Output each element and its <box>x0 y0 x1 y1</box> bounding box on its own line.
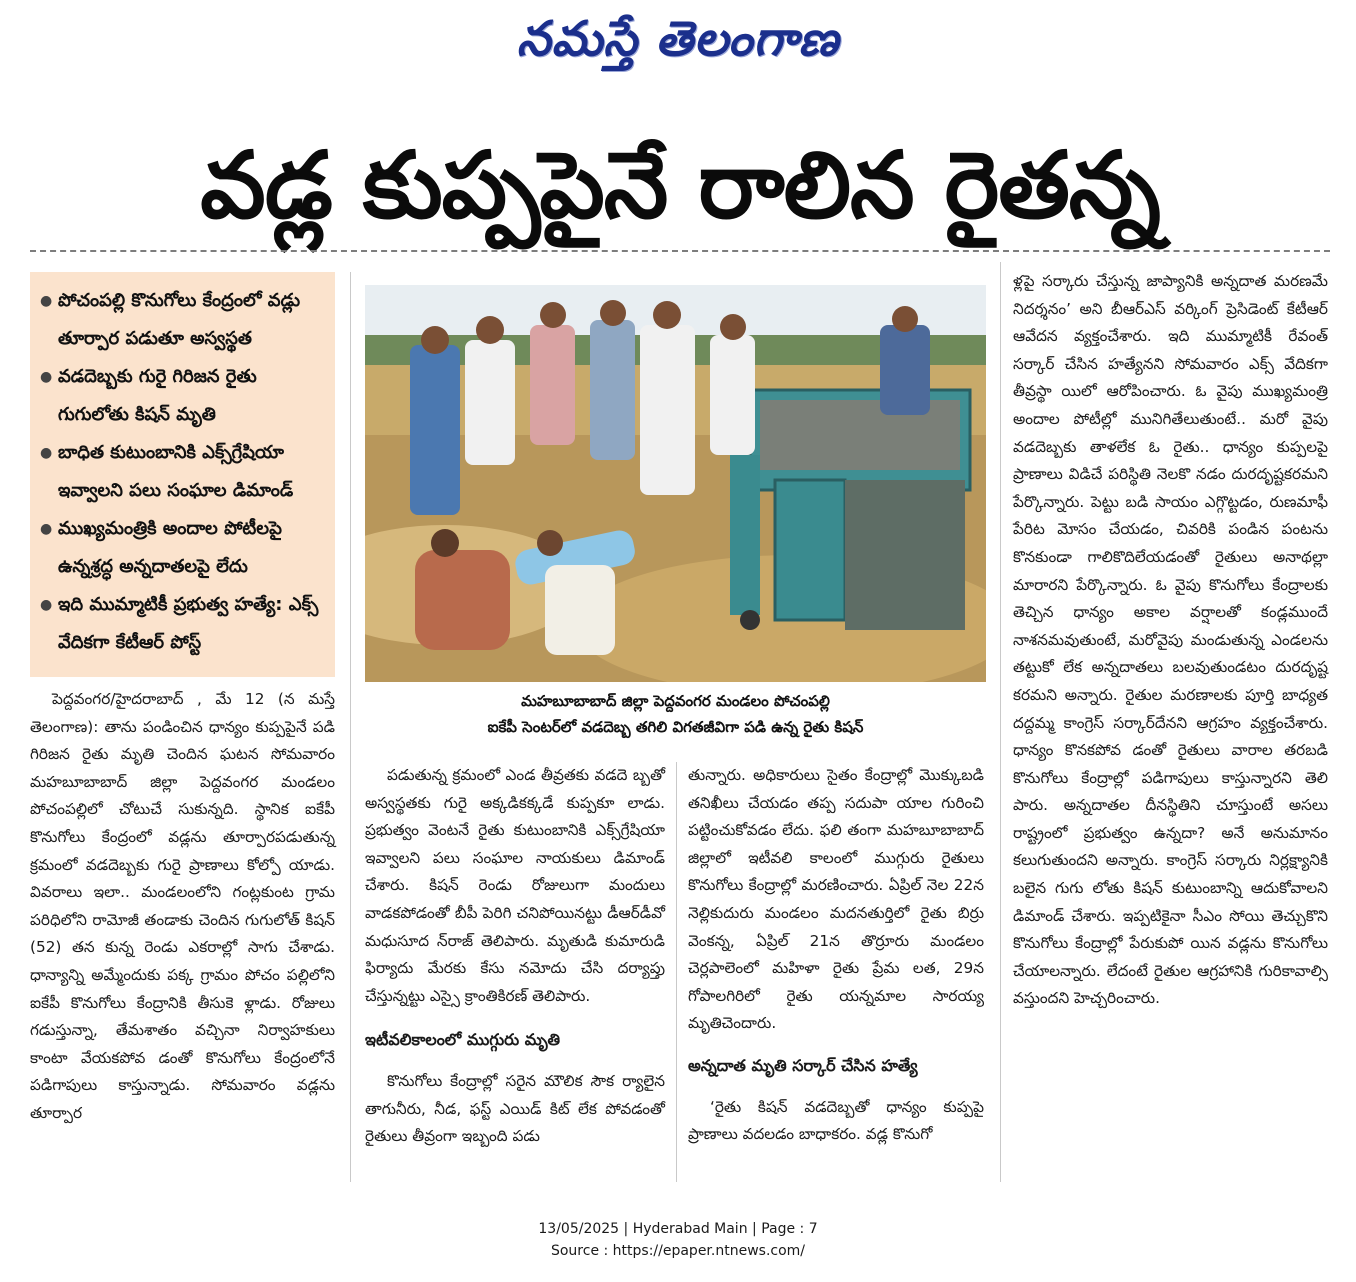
highlight-item: ● బాధిత కుటుంబానికి ఎక్స్‌గ్రేషియా ఇవ్వాలని పలు సంఘాల డిమాండ్ <box>40 434 327 510</box>
bullet-icon: ● <box>40 293 53 309</box>
article-column-2 <box>365 762 665 1151</box>
subheading: అన్నదాత మృతి సర్కార్ చేసిన హత్యే <box>688 1055 918 1075</box>
column-divider <box>350 272 351 1182</box>
footer-edition-line: 13/05/2025 | Hyderabad Main | Page : 7 <box>538 1221 818 1237</box>
headline-rule <box>30 250 1330 252</box>
bullet-icon: ● <box>40 445 53 461</box>
page-footer <box>0 1218 1356 1262</box>
bullet-icon: ● <box>40 597 53 613</box>
highlight-item: ● ఇది ముమ్మాటికీ ప్రభుత్వ హత్యే: ఎక్స్ వేదికగా కేటీఆర్ పోస్ట్ <box>40 586 327 662</box>
headline-block <box>30 118 1330 254</box>
caption-line: ఐకేపీ సెంటర్‌లో వడదెబ్బ తగిలి విగతజీవిగా పడి ఉన్న రైతు కిషన్ <box>487 718 864 736</box>
article-paragraph: పెద్దవంగర/హైదరాబాద్ , మే 12 (న మస్తే తెలంగాణ): తాను పండించిన ధాన్యం కుప్పపైనే పడి గిరిజన రైతు మృతి చెందిన ఘటన సోమవారం మహబూబాబాద్ జిల్లా పెద్దవంగర మండలం పోచంపల్లిలో చోటుచే సుకున్నది. స్థానిక ఐకేపీ కొనుగోలు కేంద్రంలో వడ్లను తూర్పారపడుతున్న క్రమంలో వడదెబ్బకు గురై ప్రాణాలు కోల్పో యాడు. వివరాలు ఇలా.. మండలంలోని గంట్లకుంట గ్రామ పరిధిలోని రామోజీ తండాకు చెందిన గుగులోత్ కిషన్ (52) తన కున్న రెండు ఎకరాల్లో సాగు చేశాడు. ధాన్యాన్ని అమ్మేందుకు పక్క గ్రామం పోచం పల్లిలోని ఐకేపీ కొనుగోలు కేంద్రానికి తీసుకె ళ్లాడు. రోజులు గడుస్తున్నా, తేమశాతం వచ్చినా నిర్వాహకులు కాంటా వేయకపోవ డంతో కొనుగోలు కేంద్రంలోనే పడిగాపులు కాస్తున్నాడు. సోమవారం వడ్లను తూర్పార <box>30 690 335 1122</box>
subheading: ఇటీవలికాలంలో ముగ్గురు మృతి <box>365 1030 560 1050</box>
footer-source-line: Source : https://epaper.ntnews.com/ <box>550 1243 806 1259</box>
article-paragraph: పడుతున్న క్రమంలో ఎండ తీవ్రతకు వడదె బ్బతో అస్వస్థతకు గురై అక్కడికక్కడే కుప్పకూ లాడు. ప్రభుత్వం వెంటనే రైతు కుటుంబానికి ఎక్స్‌గ్రేషియా ఇవ్వాలని పలు సంఘాల నాయకులు డిమాండ్ చేశారు. కిషన్ రెండు రోజులుగా మందులు వాడకపోడంతో బీపీ పెరిగి చనిపోయినట్టు డీఆర్‌డీవో మధుసూద న్‌రాజ్ తెలిపారు. మృతుడి కుమారుడి ఫిర్యాదు మేరకు కేసు నమోదు చేసి దర్యాప్తు చేస్తున్నట్టు ఎస్సై క్రాంతికిరణ్ తెలిపారు. <box>365 766 665 1005</box>
bullet-icon: ● <box>40 369 53 385</box>
article-paragraph: ‘రైతు కిషన్ వడదెబ్బతో ధాన్యం కుప్పపై ప్రాణాలు వదలడం బాధాకరం. వడ్ల కొనుగో <box>688 1097 984 1144</box>
highlight-item: ● పోచంపల్లి కొనుగోలు కేంద్రంలో వడ్లు తూర్పార పడుతూ అస్వస్థత <box>40 282 327 358</box>
caption-line: మహబూబాబాద్ జిల్లా పెద్దవంగర మండలం పోచంపల్లి <box>521 692 830 710</box>
article-paragraph: ళ్లపై సర్కారు చేస్తున్న జాప్యానికి అన్నదాత మరణమే నిదర్శనం’ అని బీఆర్‌ఎస్ వర్కింగ్ ప్రెసిడెంట్ కేటీఆర్ ఆవేదన వ్యక్తంచేశారు. ఇది ముమ్మాటికీ రేవంత్ సర్కార్ చేసిన హత్యేనని సోమవారం ఎక్స్ వేదికగా తీవ్రస్థా యిలో ఆరోపించారు. ఓ వైపు ముఖ్యమంత్రి అందాల పోటీల్లో మునిగితేలుతుంటే.. మరో వైపు వడదెబ్బకు తాళలేక ఓ రైతు.. ధాన్యం కుప్పలపై ప్రాణాలు విడిచే పరిస్థితి నెలకొ నడం దురదృష్టకరమని పేర్కొన్నారు. పెట్టు బడి సాయం ఎగ్గొట్టడం, రుణమాఫీ పేరిట మోసం చేయడం, చివరికి పండిన పంటను కొనకుండా గాలికొదిలేయడంతో రైతులు అనాథల్లా మారారని పేర్కొన్నారు. ఓ వైపు కొనుగోలు కేంద్రాలకు తెచ్చిన ధాన్యం అకాల వర్షాలతో కండ్లముందే నాశనమవుతుంటే, మరోవైపు మండుతున్న ఎండలను తట్టుకో లేక అన్నదాతలు బలవుతుండటం దురదృష్ట కరమని అన్నారు. రైతుల మరణాలకు పూర్తి బాధ్యత దద్దమ్మ కాంగ్రెస్ సర్కార్‌దేనని ఆగ్రహం వ్యక్తంచేశారు. ధాన్యం కొనకపోవ డంతో రైతులు వారాల తరబడి కొనుగోలు కేంద్రాల్లో పడిగాపులు కాస్తున్నారని తెలి పారు. అన్నదాతల దీనస్థితిని చూస్తుంటే అసలు రాష్ట్రంలో ప్రభుత్వం ఉన్నదా? అనే అనుమానం కలుగుతుందని అన్నారు. కాంగ్రెస్ సర్కారు నిర్లక్ష్యానికి బలైన గుగు లోతు కిషన్ కుటుంబాన్ని ఆదుకోవాలని డిమాండ్ చేశారు. ఇప్పటికైనా సీఎం సోయి తెచ్చుకొని కొనుగోలు కేంద్రాల్లో పేరుకుపో యిన వడ్లను కొనుగోలు చేయాలన్నారు. లేదంటే రైతుల ఆగ్రహానికి గురికావాల్సి వస్తుందని హెచ్చరించారు. <box>1013 272 1328 1008</box>
news-photo <box>365 285 986 682</box>
article-column-4 <box>1013 268 1328 1013</box>
article-paragraph: తున్నారు. అధికారులు సైతం కేంద్రాల్లో మొక్కుబడి తనిఖీలు చేయడం తప్ప సదుపా యాల గురించి పట్టించుకోవడం లేదు. ఫలి తంగా మహబూబాబాద్ జిల్లాలో ఇటీవలి కాలంలో ముగ్గురు రైతులు కొనుగోలు కేంద్రాల్లో మరణించారు. ఏప్రిల్ నెల 22న నెల్లికుదురు మండలం మదనతుర్తిలో రైతు బిర్రు వెంకన్న, ఏప్రిల్ 21న తొర్రూరు మండలం చెర్లపాలెంలో మహిళా రైతు ప్రేమ లత, 29న గోపాలగిరిలో రైతు యన్నమాల సారయ్య మృతిచెందారు. <box>688 766 984 1033</box>
highlights-box <box>30 272 335 677</box>
newspaper-logo: నమస్తే తెలంగాణ <box>516 11 840 67</box>
article-column-1 <box>30 686 335 1128</box>
photo-caption <box>365 688 986 740</box>
headline: వడ్ల కుప్పపైనే రాలిన రైతన్న <box>200 132 1160 239</box>
masthead <box>0 8 1356 70</box>
column-divider <box>676 762 677 1182</box>
column-divider <box>1000 262 1001 1182</box>
photo-scene <box>365 285 986 682</box>
highlight-item: ● వడదెబ్బకు గురై గిరిజన రైతు గుగులోతు కిషన్ మృతి <box>40 358 327 434</box>
article-column-3 <box>688 762 984 1149</box>
highlight-item: ● ముఖ్యమంత్రికి అందాల పోటీలపై ఉన్నశ్రద్ధ అన్నదాతలపై లేదు <box>40 510 327 586</box>
bullet-icon: ● <box>40 521 53 537</box>
article-paragraph: కొనుగోలు కేంద్రాల్లో సరైన మౌలిక సౌక ర్యాలైన తాగునీరు, నీడ, ఫస్ట్ ఎయిడ్ కిట్ లేక పోవడంతో రైతులు తీవ్రంగా ఇబ్బంది పడు <box>365 1071 665 1146</box>
